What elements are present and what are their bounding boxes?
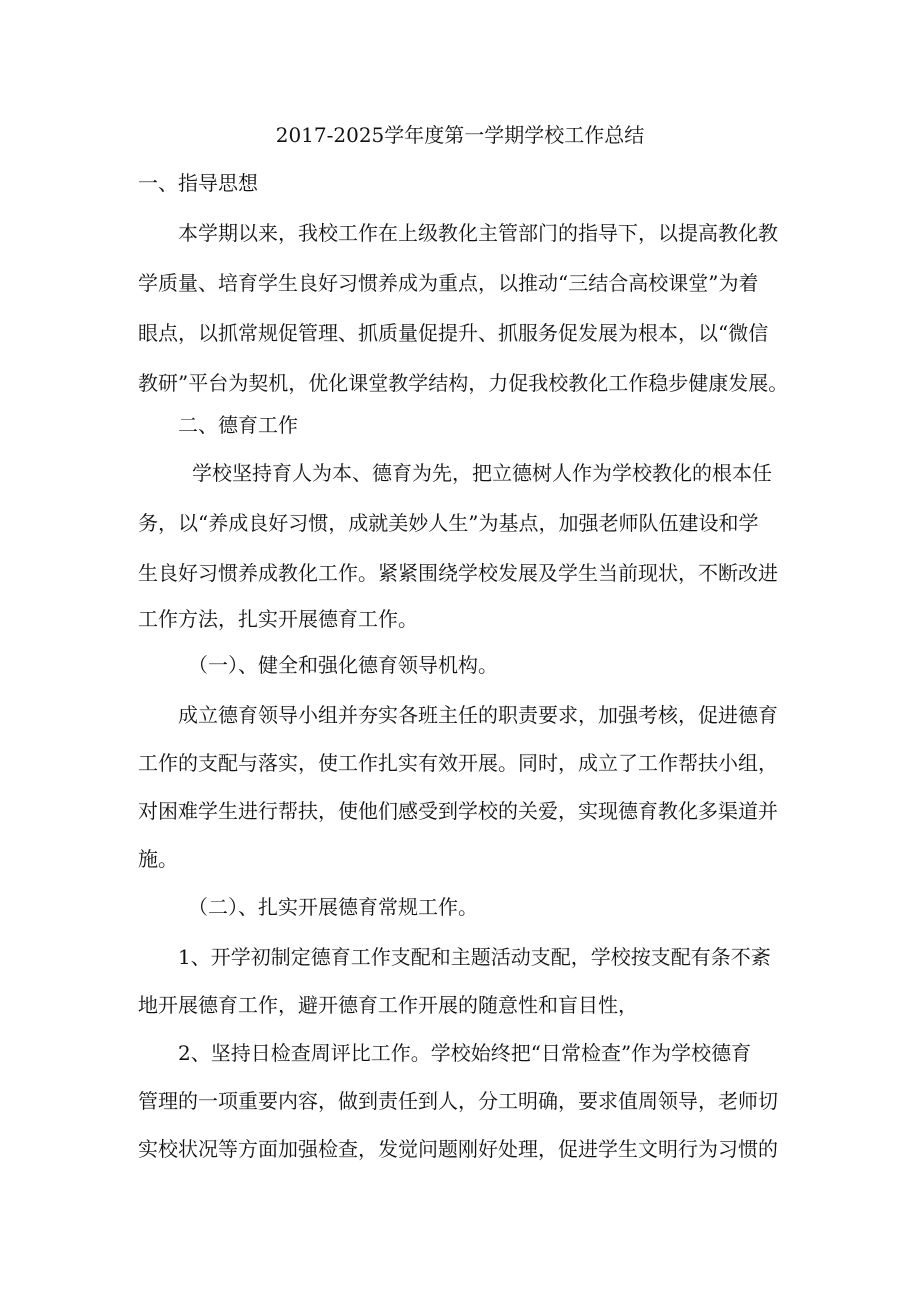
paragraph-line: 对困难学生进行帮扶，使他们感受到学校的关爱，实现德育教化多渠道并: [138, 799, 778, 823]
paragraph-line: 眼点，以抓常规促管理、抓质量促提升、抓服务促发展为根本，以“微信: [138, 321, 769, 345]
paragraph-line: 本学期以来，我校工作在上级教化主管部门的指导下，以提高教化教: [178, 221, 778, 245]
paragraph-line: 学质量、培育学生良好习惯养成为重点，以推动“三结合高校课堂”为着: [138, 271, 759, 295]
paragraph-line: 教研”平台为契机，优化课堂教学结构，力促我校教化工作稳步健康发展。: [138, 371, 789, 395]
subsection-heading: （二）、扎实开展德育常规工作。: [188, 895, 478, 919]
paragraph-line: 地开展德育工作，避开德育工作开展的随意性和盲目性，: [138, 993, 638, 1017]
section-heading: 二、德育工作: [178, 413, 298, 437]
paragraph-line: 管理的一项重要内容，做到责任到人，分工明确，要求值周领导，老师切: [138, 1089, 778, 1113]
paragraph-line: 1、开学初制定德育工作支配和主题活动支配，学校按支配有条不紊: [178, 945, 771, 969]
paragraph-line: 工作的支配与落实，使工作扎实有效开展。同时，成立了工作帮扶小组，: [138, 751, 778, 775]
paragraph-line: 工作方法，扎实开展德育工作。: [138, 607, 418, 631]
document-title: 2017-2025学年度第一学期学校工作总结: [275, 123, 645, 147]
subsection-heading: （一）、健全和强化德育领导机构。: [188, 653, 498, 677]
paragraph-line: 施。: [138, 847, 178, 871]
paragraph-line: 生良好习惯养成教化工作。紧紧围绕学校发展及学生当前现状，不断改进: [138, 561, 778, 585]
paragraph-line: 务，以“养成良好习惯，成就美妙人生”为基点，加强老师队伍建设和学: [138, 511, 759, 535]
paragraph-line: 2、坚持日检查周评比工作。学校始终把“日常检查”作为学校德育: [178, 1041, 752, 1065]
paragraph-line: 实校状况等方面加强检查，发觉问题刚好处理，促进学生文明行为习惯的: [138, 1137, 778, 1161]
section-heading: 一、指导思想: [138, 171, 258, 195]
paragraph-line: 学校坚持育人为本、德育为先，把立德树人作为学校教化的根本任: [192, 461, 772, 485]
paragraph-line: 成立德育领导小组并夯实各班主任的职责要求，加强考核，促进德育: [178, 703, 778, 727]
